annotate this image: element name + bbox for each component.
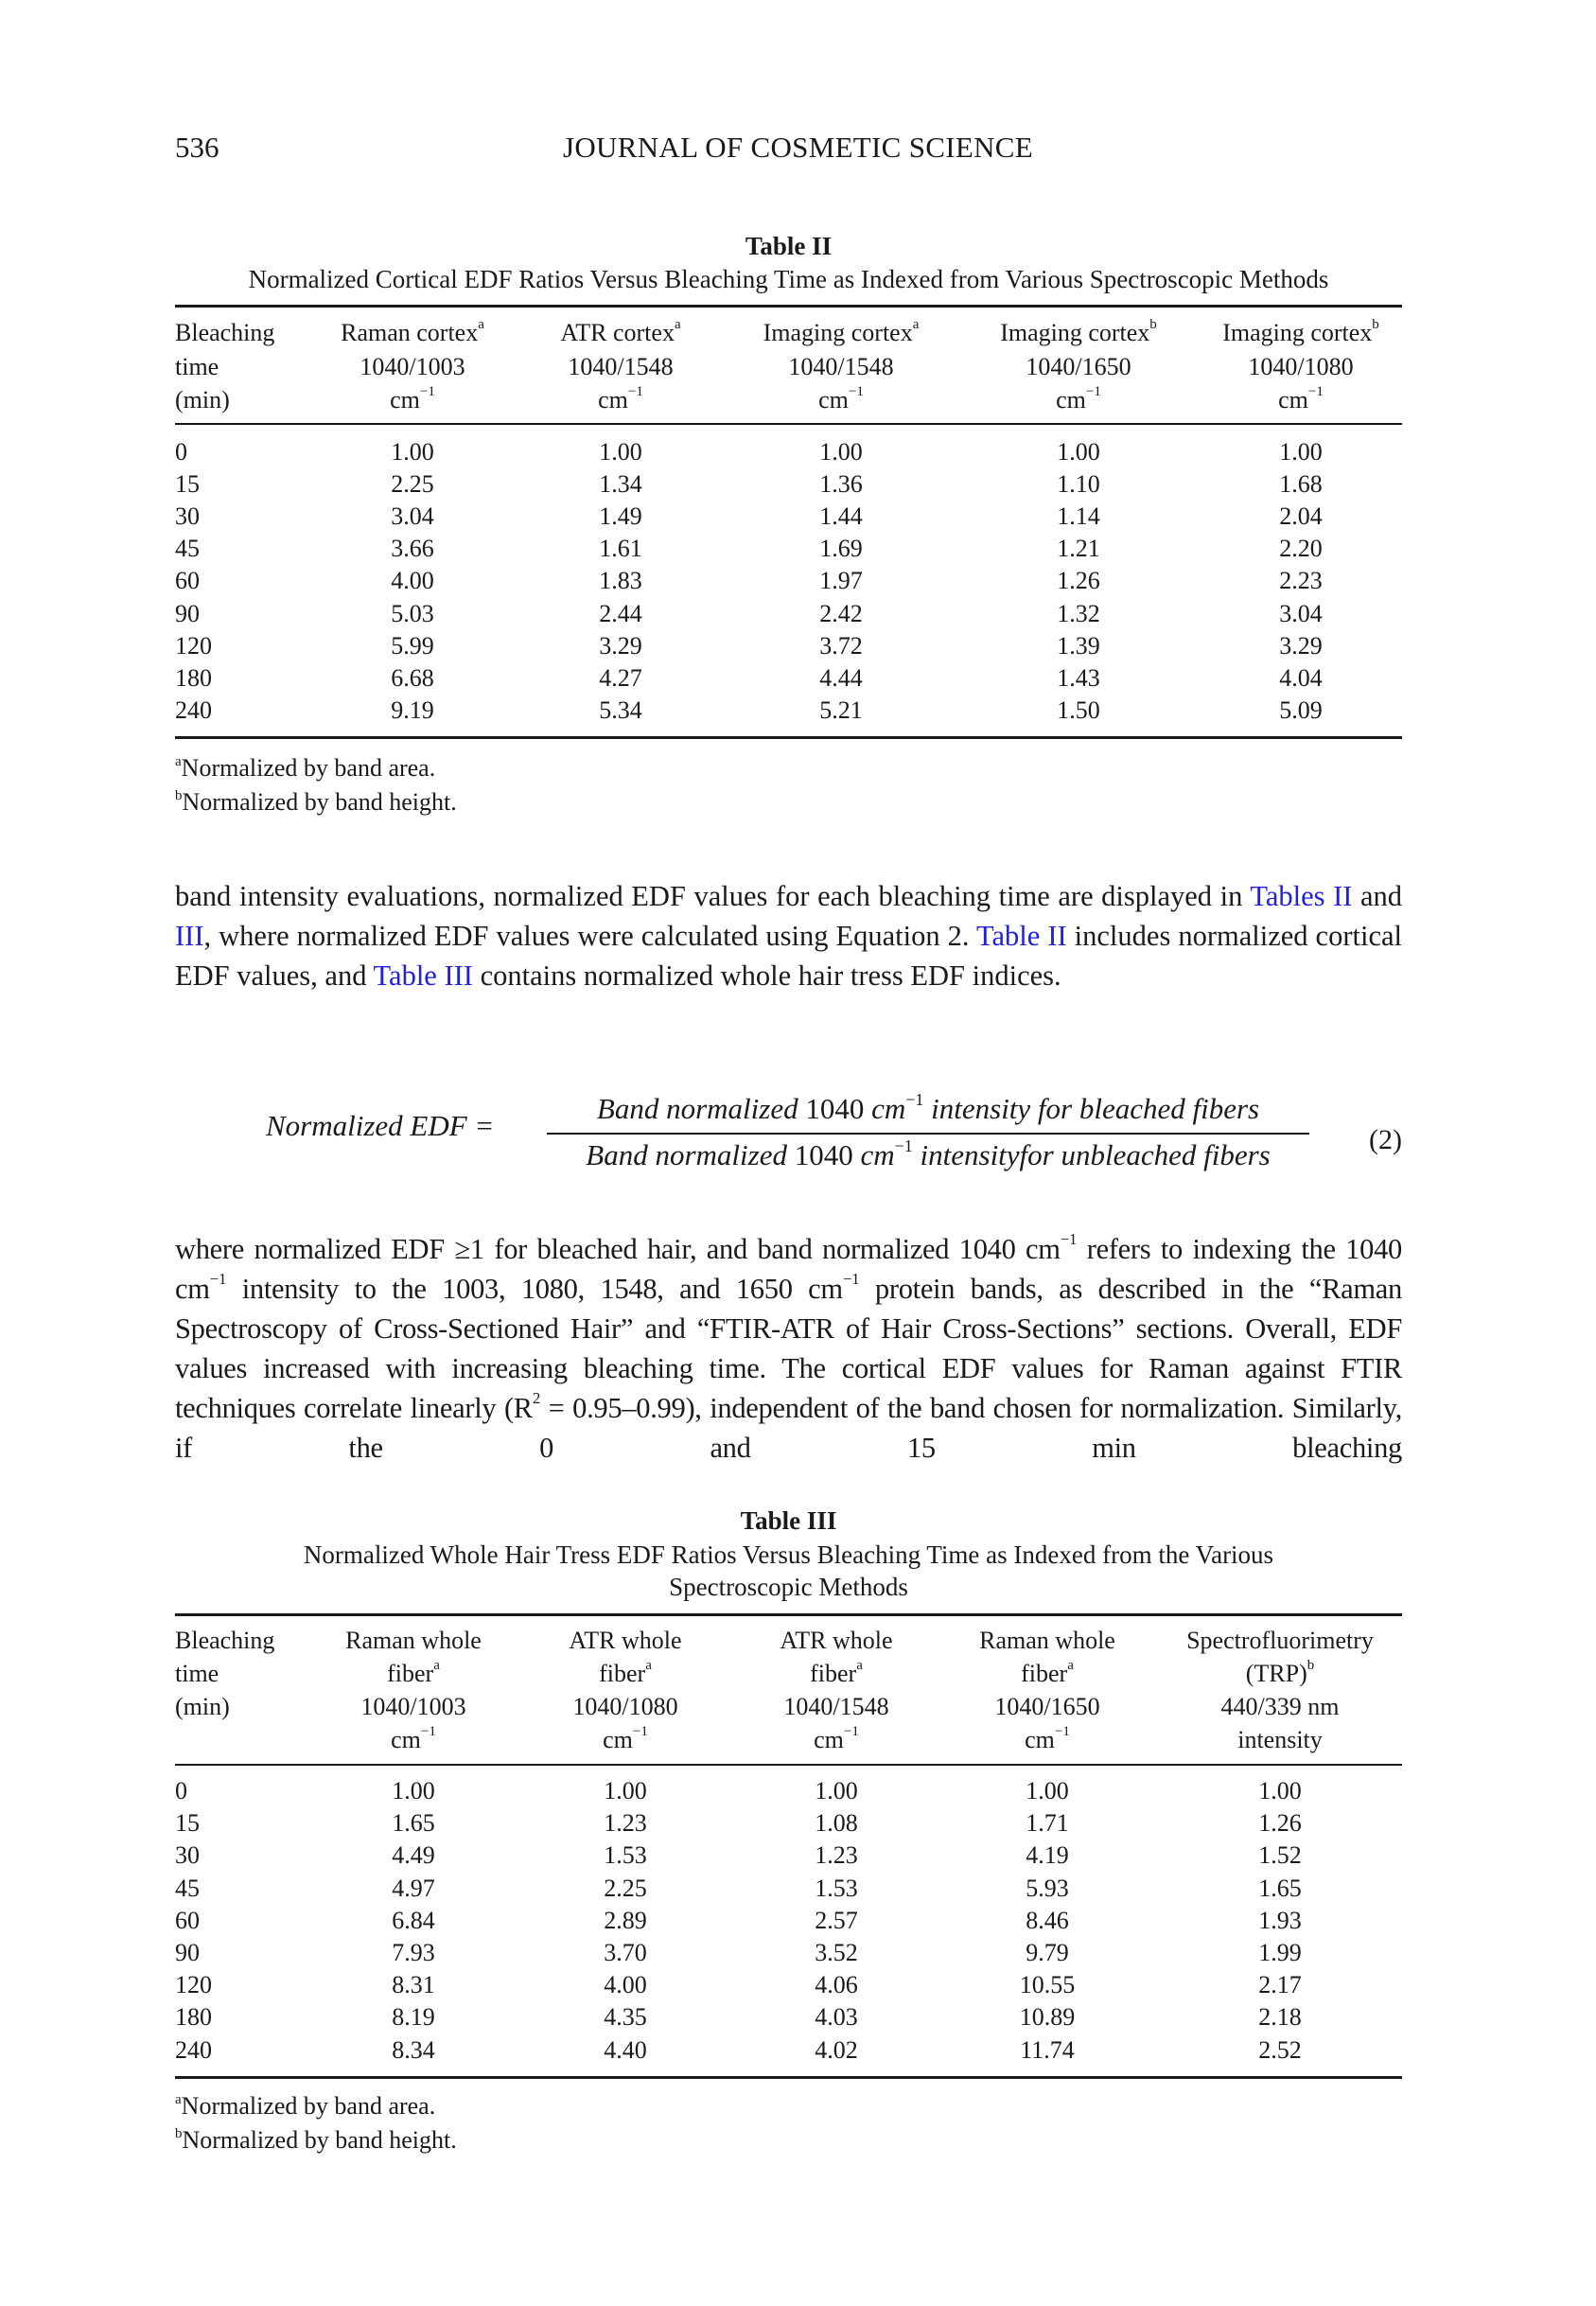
bleaching-time-cell: 30	[175, 1841, 200, 1870]
value-cell: 1.14	[1057, 502, 1100, 530]
value-cell: 2.20	[1279, 535, 1323, 563]
value-cell: 8.31	[392, 1971, 435, 1999]
value-cell: 2.25	[604, 1874, 647, 1902]
table3-top-rule	[175, 1613, 1402, 1616]
superscript: 2	[532, 1389, 541, 1407]
bleaching-time-cell: 240	[175, 696, 212, 725]
header-line: Imaging cortex$^a$	[763, 317, 920, 346]
header-line: fiber$^a$	[599, 1658, 652, 1687]
value-cell: 4.00	[391, 567, 434, 595]
value-cell: 1.00	[392, 1777, 435, 1804]
header-line: 1040/1080	[572, 1693, 678, 1720]
value-cell: 1.69	[819, 535, 863, 563]
table-link[interactable]: Tables II	[1250, 880, 1353, 912]
table-link[interactable]: III	[175, 920, 204, 952]
table-row	[175, 2034, 1402, 2067]
header-line: fiber$^a$	[1021, 1658, 1074, 1687]
header-line: intensity	[1237, 1726, 1323, 1753]
bleaching-time-cell: 15	[175, 469, 200, 498]
value-cell: 1.26	[1057, 567, 1100, 595]
value-cell: 4.19	[1026, 1841, 1069, 1870]
value-cell: 4.49	[392, 1841, 435, 1870]
text-run: where normalized EDF ≥1 for bleached hair, and band normalized 1040 cm	[175, 1233, 1061, 1265]
equation-lhs: Normalized EDF =	[266, 1109, 495, 1142]
header-line: Imaging cortex$^b$	[1000, 317, 1157, 346]
table3-footnote-b: $^b$Normalized by band height.	[175, 2126, 457, 2154]
value-cell: 8.19	[392, 2003, 435, 2032]
bleaching-time-cell: 240	[175, 2035, 212, 2064]
value-cell: 1.32	[1057, 599, 1100, 627]
value-cell: 4.02	[815, 2035, 858, 2064]
bleaching-time-cell: 0	[175, 1777, 187, 1804]
bleaching-time-cell: 0	[175, 437, 187, 466]
superscript: −1	[848, 384, 864, 399]
value-cell: 2.42	[819, 599, 863, 627]
header-line: $cm^{-1}$	[814, 1724, 859, 1753]
equation-numerator	[547, 1090, 1309, 1128]
table-row	[175, 1775, 1402, 1807]
header-line: $cm^{-1}$	[598, 384, 643, 414]
table-row	[175, 1840, 1402, 1872]
header-line: (TRP)$^b$	[1245, 1658, 1315, 1687]
value-cell: 7.93	[392, 1939, 435, 1967]
value-cell: 1.00	[1057, 437, 1100, 466]
table-header-row	[175, 316, 1402, 417]
fraction-bar	[547, 1133, 1309, 1135]
bleaching-time-cell: 60	[175, 1906, 200, 1934]
page-number: 536	[175, 131, 219, 164]
superscript: a	[433, 1658, 440, 1673]
value-cell: 1.49	[599, 502, 642, 530]
value-cell: 2.18	[1258, 2003, 1302, 2032]
table3-caption-line-2: Spectroscopic Methods	[669, 1573, 908, 1601]
column-header	[725, 316, 957, 417]
table-row	[175, 598, 1402, 630]
value-cell: 2.23	[1279, 567, 1323, 595]
superscript: a	[674, 317, 681, 332]
table-row	[175, 533, 1402, 565]
value-cell: 1.43	[1057, 663, 1100, 692]
value-cell: 4.06	[815, 1971, 858, 1999]
value-cell: 5.34	[599, 696, 642, 725]
header-line: 1040/1548	[568, 352, 674, 380]
value-cell: 1.97	[819, 567, 863, 595]
column-header	[937, 1624, 1158, 1756]
table-row	[175, 1937, 1402, 1969]
bleaching-time-cell: 45	[175, 535, 200, 563]
value-cell: 1.68	[1279, 469, 1323, 498]
value-cell: 1.99	[1258, 1939, 1302, 1967]
value-cell: 1.52	[1258, 1841, 1302, 1870]
table-row	[175, 436, 1402, 468]
value-cell: 1.00	[1258, 1777, 1302, 1804]
italic-text: cm	[860, 1138, 895, 1171]
header-line: $cm^{-1}$	[1056, 384, 1101, 414]
table-row	[175, 630, 1402, 662]
value-cell: 5.09	[1279, 696, 1323, 725]
value-cell: 1.23	[604, 1809, 647, 1838]
value-cell: 3.66	[391, 535, 434, 563]
value-cell: 1.21	[1057, 535, 1100, 563]
text-run: refers to indexing the 1040 cm	[175, 1233, 1402, 1305]
superscript: −1	[627, 384, 643, 399]
column-header	[1158, 1624, 1402, 1756]
superscript: −1	[209, 1270, 227, 1288]
value-cell: 1.71	[1026, 1809, 1069, 1838]
table-row	[175, 1807, 1402, 1840]
value-cell: 1.65	[1258, 1874, 1302, 1902]
column-header	[957, 316, 1200, 417]
bleaching-time-cell: 45	[175, 1874, 200, 1902]
superscript: −1	[632, 1724, 648, 1739]
value-cell: 1.36	[819, 469, 863, 498]
text-run: 1040	[794, 1138, 861, 1171]
value-cell: 5.93	[1026, 1874, 1069, 1902]
table2-caption: Normalized Cortical EDF Ratios Versus Bleaching Time as Indexed from Various Spectroscopic Methods	[248, 265, 1329, 293]
header-line: $cm^{-1}$	[1025, 1724, 1070, 1753]
superscript: a	[478, 317, 484, 332]
value-cell: 1.00	[815, 1777, 858, 1804]
header-line: 1040/1003	[360, 352, 465, 380]
text-run: band intensity evaluations, normalized EDF values for each bleaching time are displayed in	[175, 880, 1251, 912]
value-cell: 1.50	[1057, 696, 1100, 725]
column-header	[308, 316, 517, 417]
value-cell: 1.00	[391, 437, 434, 466]
value-cell: 4.40	[604, 2035, 647, 2064]
bleaching-time-cell: 60	[175, 567, 200, 595]
table3-bottom-rule	[175, 2076, 1402, 2079]
italic-text: cm	[871, 1092, 906, 1125]
bleaching-time-cell: 90	[175, 1939, 200, 1967]
table2-header-rule	[175, 423, 1402, 425]
value-cell: 1.08	[815, 1809, 858, 1838]
value-cell: 2.44	[599, 599, 642, 627]
table2-footnote-b: $^b$Normalized by band height.	[175, 788, 457, 816]
superscript: −1	[843, 1724, 859, 1739]
header-line: 1040/1080	[1248, 352, 1354, 380]
header-line: $cm^{-1}$	[391, 1724, 436, 1753]
value-cell: 9.79	[1026, 1939, 1069, 1967]
equation-denominator	[547, 1136, 1309, 1174]
superscript: a	[856, 1658, 863, 1673]
value-cell: 2.57	[815, 1906, 858, 1934]
table2-label: Table II	[745, 232, 833, 260]
value-cell: 11.74	[1020, 2035, 1075, 2064]
text-run: intensity to the 1003, 1080, 1548, and 1650 cm	[226, 1273, 843, 1305]
text-run: = 0.95–0.99), independent of the band chosen for normalization. Similarly, if the 0 and 15 min bleaching	[175, 1392, 1402, 1464]
value-cell: 1.00	[819, 437, 863, 466]
value-cell: 4.04	[1279, 663, 1323, 692]
superscript: a	[645, 1658, 652, 1673]
value-cell: 1.44	[819, 502, 863, 530]
value-cell: 3.52	[815, 1939, 858, 1967]
value-cell: 3.04	[391, 502, 434, 530]
value-cell: 5.21	[819, 696, 863, 725]
value-cell: 3.70	[604, 1939, 647, 1967]
text-run: contains normalized whole hair tress EDF indices.	[472, 959, 1061, 992]
table2-footnote-a: $^a$Normalized by band area.	[175, 754, 436, 782]
superscript: −1	[905, 1090, 924, 1109]
column-header	[736, 1624, 937, 1756]
header-line: (min)	[175, 1693, 230, 1720]
value-cell: 2.52	[1258, 2035, 1302, 2064]
superscript: −1	[420, 1724, 436, 1739]
bleaching-time-cell: 180	[175, 2003, 212, 2032]
header-spacer	[175, 417, 1402, 436]
column-header	[175, 316, 308, 417]
header-line: time	[175, 352, 219, 380]
table-link[interactable]: Table III	[373, 959, 473, 992]
table-row	[175, 501, 1402, 533]
text-run: 1040	[805, 1092, 872, 1125]
table-row	[175, 1873, 1402, 1905]
body-paragraph-2	[175, 1229, 1402, 1468]
header-line: fiber$^a$	[810, 1658, 863, 1687]
header-line: 1040/1548	[783, 1693, 889, 1720]
superscript: −1	[419, 384, 435, 399]
value-cell: 3.72	[819, 631, 863, 660]
header-line: Raman whole	[979, 1627, 1115, 1654]
value-cell: 1.00	[599, 437, 642, 466]
value-cell: 9.19	[391, 696, 434, 725]
value-cell: 4.03	[815, 2003, 858, 2032]
header-line: Imaging cortex$^b$	[1222, 317, 1379, 346]
value-cell: 3.29	[599, 631, 642, 660]
header-line: ATR whole	[569, 1627, 682, 1654]
value-cell: 5.03	[391, 599, 434, 627]
header-line: 1040/1650	[994, 1693, 1100, 1720]
table2-bottom-rule	[175, 736, 1402, 739]
superscript: −1	[1307, 384, 1324, 399]
value-cell: 1.23	[815, 1841, 858, 1870]
header-line: time	[175, 1660, 219, 1687]
value-cell: 1.83	[599, 567, 642, 595]
table3-caption-line-1: Normalized Whole Hair Tress EDF Ratios Versus Bleaching Time as Indexed from the Various	[303, 1540, 1274, 1569]
table-row	[175, 695, 1402, 727]
value-cell: 10.55	[1019, 1971, 1076, 1999]
header-line: ATR cortex$^a$	[560, 317, 681, 346]
superscript: b	[1149, 317, 1157, 332]
value-cell: 2.17	[1258, 1971, 1302, 1999]
superscript: a	[912, 317, 920, 332]
value-cell: 1.93	[1258, 1906, 1302, 1934]
bleaching-time-cell: 15	[175, 1809, 200, 1838]
body-paragraph-1	[175, 876, 1402, 995]
value-cell: 1.00	[604, 1777, 647, 1804]
equation-number: (2)	[1369, 1124, 1402, 1155]
text-run: and	[1352, 880, 1403, 912]
superscript: −1	[894, 1136, 913, 1155]
column-header	[175, 1624, 312, 1756]
value-cell: 1.26	[1258, 1809, 1302, 1838]
value-cell: 3.04	[1279, 599, 1323, 627]
table-row	[175, 1969, 1402, 2001]
value-cell: 2.89	[604, 1906, 647, 1934]
italic-text: Band normalized	[586, 1138, 795, 1171]
table-row	[175, 1905, 1402, 1937]
value-cell: 2.04	[1279, 502, 1323, 530]
superscript: a	[1067, 1658, 1074, 1673]
value-cell: 1.61	[599, 535, 642, 563]
bleaching-time-cell: 120	[175, 631, 212, 660]
superscript: −1	[1060, 1230, 1078, 1248]
table3-label: Table III	[740, 1506, 837, 1535]
header-line: Bleaching	[175, 319, 275, 346]
bleaching-time-cell: 180	[175, 663, 212, 692]
text-run: includes normalized cortical EDF values, and	[175, 920, 1402, 992]
table-header-row	[175, 1624, 1402, 1756]
header-line: $cm^{-1}$	[1278, 384, 1324, 414]
value-cell: 4.00	[604, 1971, 647, 1999]
header-line: 440/339 nm	[1220, 1693, 1340, 1720]
table-row	[175, 565, 1402, 597]
table3	[175, 1624, 1402, 2067]
header-line: $cm^{-1}$	[603, 1724, 648, 1753]
value-cell: 8.34	[392, 2035, 435, 2064]
header-line: 1040/1003	[360, 1693, 466, 1720]
bleaching-time-cell: 30	[175, 502, 200, 530]
value-cell: 2.25	[391, 469, 434, 498]
header-line: Spectrofluorimetry	[1186, 1627, 1374, 1654]
value-cell: 4.27	[599, 663, 642, 692]
value-cell: 1.39	[1057, 631, 1100, 660]
journal-title: JOURNAL OF COSMETIC SCIENCE	[563, 131, 1033, 164]
header-line: 1040/1650	[1026, 352, 1131, 380]
superscript: b	[1372, 317, 1379, 332]
superscript: b	[1307, 1658, 1315, 1673]
italic-text: intensityfor unbleached fibers	[912, 1138, 1271, 1171]
value-cell: 1.10	[1057, 469, 1100, 498]
table3-footnote-a: $^a$Normalized by band area.	[175, 2092, 436, 2120]
value-cell: 10.89	[1019, 2003, 1076, 2032]
italic-text: Band normalized	[596, 1092, 806, 1125]
superscript: −1	[1054, 1724, 1070, 1739]
header-line: ATR whole	[780, 1627, 893, 1654]
header-line: Raman whole	[345, 1627, 482, 1654]
value-cell: 3.29	[1279, 631, 1323, 660]
italic-text: intensity for bleached fibers	[923, 1092, 1260, 1125]
superscript: −1	[842, 1270, 860, 1288]
value-cell: 8.46	[1026, 1906, 1069, 1934]
header-line: $cm^{-1}$	[818, 384, 864, 414]
header-line: Raman cortex$^a$	[341, 317, 484, 346]
superscript: −1	[1085, 384, 1101, 399]
value-cell: 1.53	[604, 1841, 647, 1870]
header-spacer	[175, 1756, 1402, 1775]
value-cell: 4.97	[392, 1874, 435, 1902]
value-cell: 1.00	[1279, 437, 1323, 466]
value-cell: 6.68	[391, 663, 434, 692]
value-cell: 4.44	[819, 663, 863, 692]
value-cell: 1.34	[599, 469, 642, 498]
header-line: Bleaching	[175, 1627, 275, 1654]
table2-top-rule	[175, 305, 1402, 308]
header-line: (min)	[175, 386, 230, 414]
value-cell: 1.00	[1026, 1777, 1069, 1804]
table2	[175, 316, 1402, 727]
header-line: 1040/1548	[788, 352, 894, 380]
table-link[interactable]: Table II	[976, 920, 1067, 952]
table-row	[175, 2001, 1402, 2033]
header-line: fiber$^a$	[387, 1658, 440, 1687]
value-cell: 6.84	[392, 1906, 435, 1934]
text-run: protein bands, as described in the “Raman Spectroscopy of Cross-Sectioned Hair” and “FTIR-ATR of Hair Cross-Sections” sections. Overall, EDF values increased with increasing bleaching time. The cortical EDF values for Raman against FTIR techniques correlate linearly (R	[175, 1273, 1402, 1424]
bleaching-time-cell: 120	[175, 1971, 212, 1999]
table-row	[175, 468, 1402, 501]
column-header	[312, 1624, 515, 1756]
value-cell: 1.65	[392, 1809, 435, 1838]
value-cell: 5.99	[391, 631, 434, 660]
column-header	[1200, 316, 1402, 417]
header-line: $cm^{-1}$	[390, 384, 435, 414]
table-row	[175, 662, 1402, 695]
column-header	[515, 1624, 736, 1756]
value-cell: 1.53	[815, 1874, 858, 1902]
table3-header-rule	[175, 1764, 1402, 1766]
column-header	[517, 316, 725, 417]
value-cell: 4.35	[604, 2003, 647, 2032]
bleaching-time-cell: 90	[175, 599, 200, 627]
text-run: , where normalized EDF values were calculated using Equation 2.	[203, 920, 976, 952]
